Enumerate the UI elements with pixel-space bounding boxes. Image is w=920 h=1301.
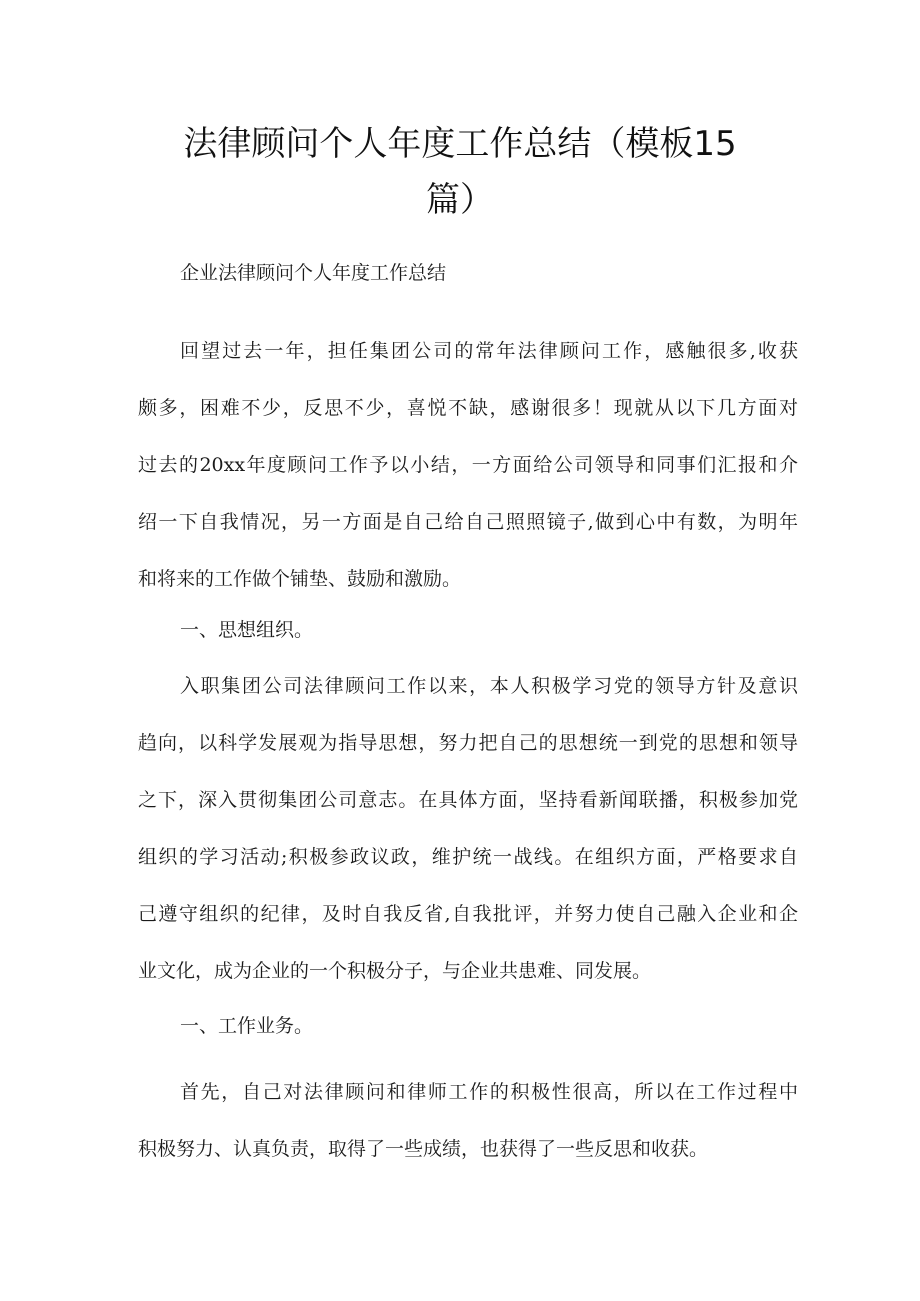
document-title-line-1: 法律顾问个人年度工作总结（模板15: [183, 124, 737, 164]
paragraph-line: 过去的20xx年度顾问工作予以小结，一方面给公司领导和同事们汇报和介: [138, 454, 798, 476]
paragraph-3: [138, 1064, 798, 1178]
document-title-line-2: 篇）: [426, 180, 494, 220]
paragraph-2: [138, 658, 798, 1000]
paragraph-1: [138, 323, 798, 608]
paragraph-line: 入职集团公司法律顾问工作以来，本人积极学习党的领导方针及意识: [180, 675, 798, 697]
paragraph-line: 首先，自己对法律顾问和律师工作的积极性很高，所以在工作过程中: [180, 1081, 798, 1103]
paragraph-line: 绍一下自我情况，另一方面是自己给自己照照镜子,做到心中有数，为明年: [138, 511, 798, 533]
paragraph-line: 之下，深入贯彻集团公司意志。在具体方面，坚持看新闻联播，积极参加党: [138, 789, 798, 811]
document-subtitle: 企业法律顾问个人年度工作总结: [180, 262, 447, 284]
paragraph-line: 回望过去一年，担任集团公司的常年法律顾问工作，感触很多,收获: [180, 340, 798, 362]
section-heading-2: 一、工作业务。: [180, 1015, 314, 1037]
paragraph-line: 业文化，成为企业的一个积极分子，与企业共患难、同发展。: [138, 960, 652, 982]
paragraph-line: 趋向，以科学发展观为指导思想，努力把自己的思想统一到党的思想和领导: [138, 732, 798, 754]
paragraph-line: 积极努力、认真负责，取得了一些成绩，也获得了一些反思和收获。: [138, 1138, 709, 1160]
paragraph-line: 组织的学习活动;积极参政议政，维护统一战线。在组织方面，严格要求自: [138, 846, 798, 868]
section-heading-1: 一、思想组织。: [180, 619, 314, 641]
paragraph-line: 颇多，困难不少，反思不少，喜悦不缺，感谢很多！现就从以下几方面对: [138, 397, 798, 419]
paragraph-line: 己遵守组织的纪律，及时自我反省,自我批评，并努力使自己融入企业和企: [138, 903, 798, 925]
paragraph-line: 和将来的工作做个铺垫、鼓励和激励。: [138, 568, 462, 590]
